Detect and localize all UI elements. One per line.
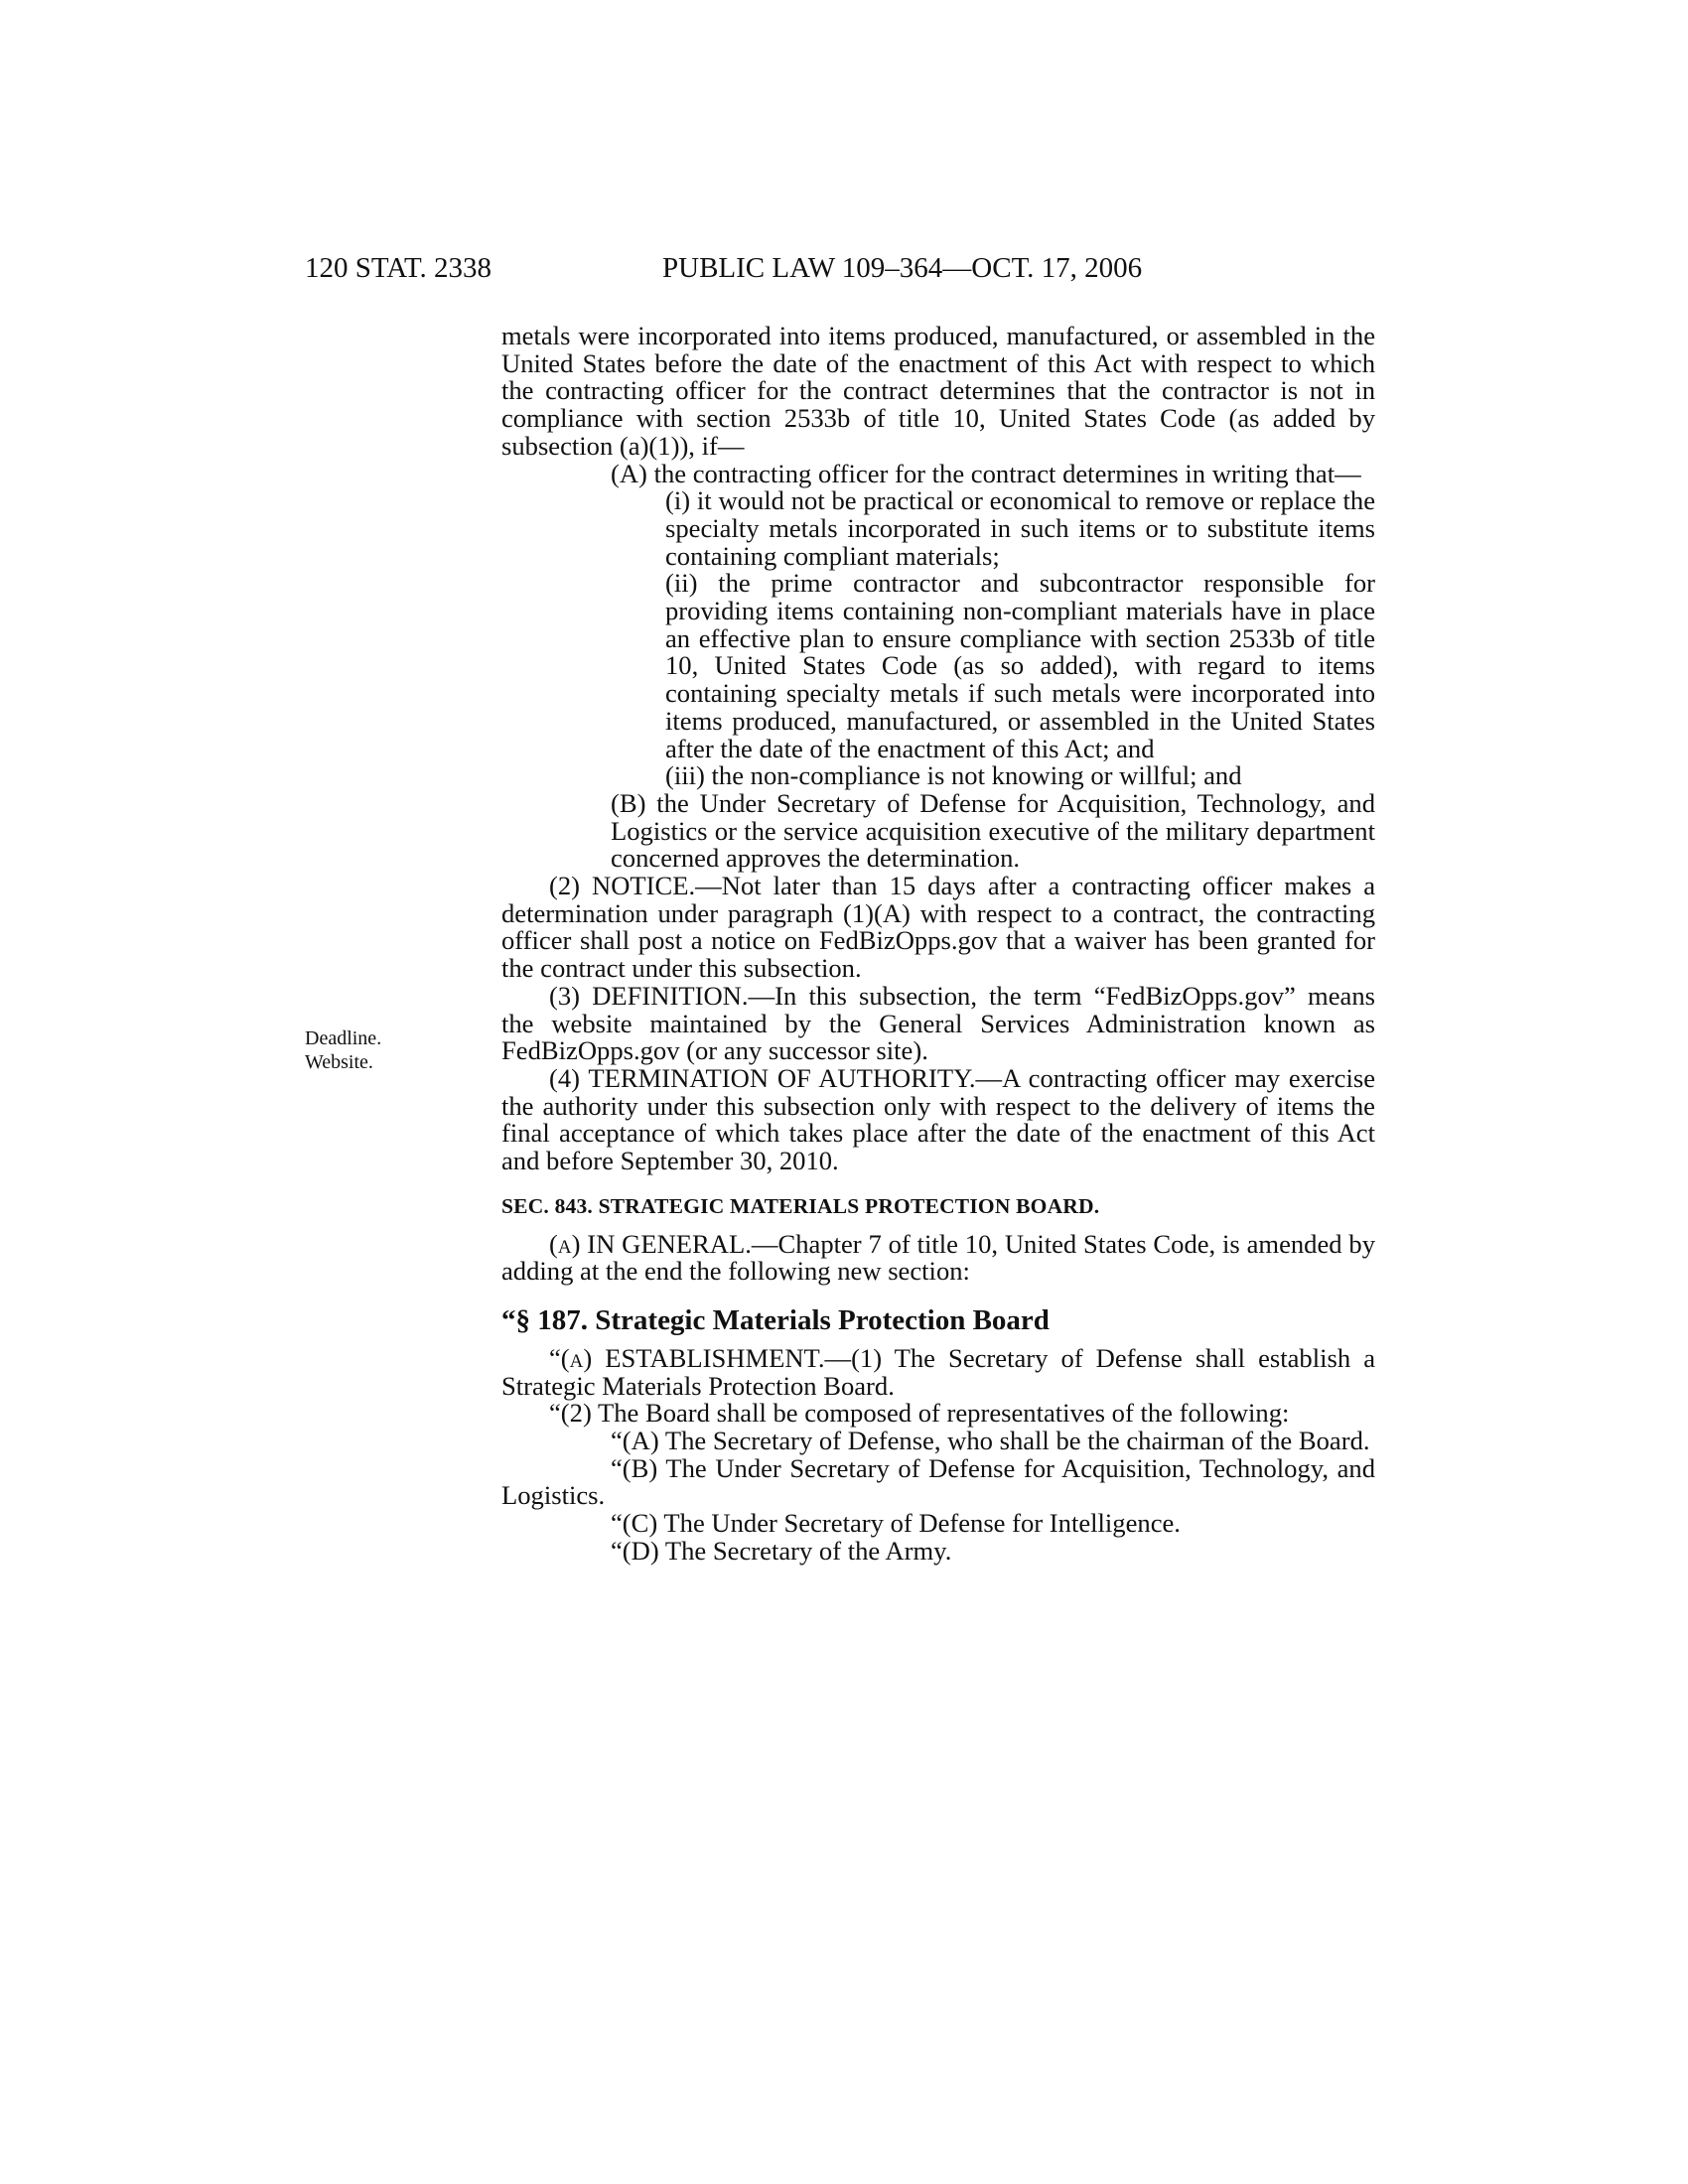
paragraph-2-notice: (2) NOTICE.—Not later than 15 days after a contracting officer makes a determination under paragraph (1)(A) with respect to a contract, the contracting officer shall post a notice on FedBizOpps.gov that a waiver has been granted for the contract under this subsection.	[501, 871, 1375, 984]
clause-ii: (ii) the prime contractor and subcontractor responsible for providing items containing non-compliant materials have in place an effective plan to ensure compliance with section 2533b of title 10, United States Code (as so added), with regard to items containing specialty metals if such metals were incorporated into items produced, manufactured, or assembled in the United States after the date of the enactment of this Act; and	[665, 568, 1375, 763]
section-843-heading: SEC. 843. STRATEGIC MATERIALS PROTECTION BOARD.	[501, 1193, 1100, 1218]
paragraph-board-composition: “(2) The Board shall be composed of representatives of the following:	[549, 1398, 1290, 1429]
subparagraph-A: (A) the contracting officer for the contract determines in writing that—	[611, 458, 1361, 488]
list-item: “(C) The Under Secretary of Defense for Intelligence.	[611, 1508, 1181, 1539]
paragraph-a-in-general: (a) IN GENERAL.—Chapter 7 of title 10, United States Code, is amended by adding at the end the following new section:	[501, 1228, 1375, 1287]
statute-page-number: 120 STAT. 2338	[305, 252, 492, 284]
document-body	[501, 323, 1375, 1566]
margin-note	[305, 1026, 381, 1074]
clause-i: (i) it would not be practical or economical to remove or replace the specialty metals incorporated in such items or to substitute items containing compliant materials;	[665, 485, 1375, 571]
list-item: “(D) The Secretary of the Army.	[611, 1535, 952, 1566]
notice-heading: (2) NOTICE.—	[549, 871, 722, 901]
public-law-citation: PUBLIC LAW 109–364—OCT. 17, 2006	[662, 252, 1143, 284]
page-header	[305, 248, 1382, 288]
establishment-heading: “(a) ESTABLISHMENT.—	[549, 1342, 852, 1373]
clause-iii: (iii) the non-compliance is not knowing or willful; and	[665, 760, 1242, 791]
paragraph-establishment: “(a) ESTABLISHMENT.—(1) The Secretary of Defense shall establish a Strategic Materials Protection Board.	[501, 1342, 1375, 1401]
paragraph-intro: metals were incorporated into items produced, manufactured, or assembled in the United States before the date of the enactment of this Act with respect to which the contracting officer for the contract determines that the contractor is not in compliance with section 2533b of title 10, United States Code (as added by subsection (a)(1)), if—	[501, 321, 1375, 461]
definition-heading: (3) DEFINITION.—	[549, 980, 775, 1011]
section-187-heading: “§ 187. Strategic Materials Protection Board	[501, 1303, 1050, 1336]
list-item: “(B) The Under Secretary of Defense for Acquisition, Technology, and Logistics.	[501, 1452, 1375, 1511]
margin-note-website: Website.	[305, 1051, 373, 1073]
list-item: “(A) The Secretary of Defense, who shall be the chairman of the Board.	[611, 1426, 1370, 1456]
paragraph-4-termination: (4) TERMINATION OF AUTHORITY.—A contracting officer may exercise the authority under this subsection only with respect to the delivery of items the final acceptance of which takes place after the date of the enactment of this Act and before September 30, 2010.	[501, 1062, 1375, 1176]
in-general-heading: (a) IN GENERAL.—	[549, 1228, 778, 1259]
subparagraph-B: (B) the Under Secretary of Defense for Acquisition, Technology, and Logistics or the service acquisition executive of the military department concerned approves the determination.	[611, 787, 1375, 874]
termination-heading: (4) TERMINATION OF AUTHORITY.—	[549, 1062, 1003, 1093]
margin-note-deadline: Deadline.	[305, 1027, 382, 1049]
paragraph-3-definition: (3) DEFINITION.—In this subsection, the term “FedBizOpps.gov” means the website maintained by the General Services Administration known as FedBizOpps.gov (or any successor site).	[501, 980, 1375, 1066]
board-members-list	[501, 1428, 1375, 1566]
